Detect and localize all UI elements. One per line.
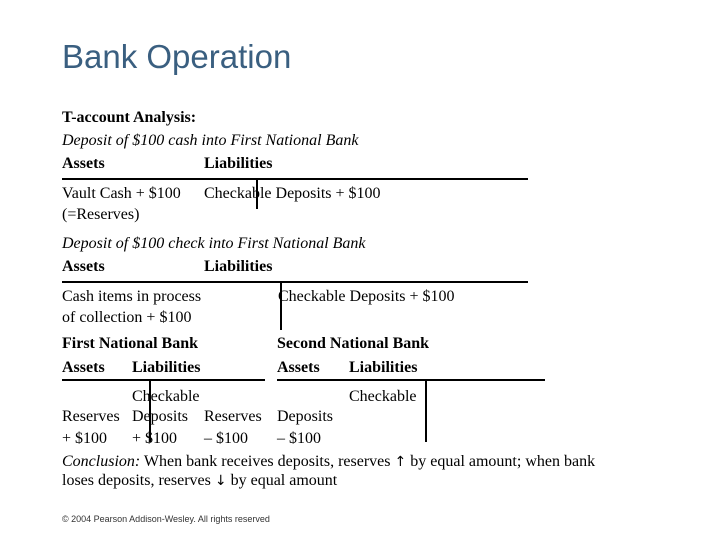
first-bank-deposits-label: Deposits <box>132 408 188 425</box>
section2-assets-label: Assets <box>62 258 105 275</box>
conclusion-line1 <box>62 454 595 470</box>
section2-asset-entry-line1: Cash items in process <box>62 288 202 305</box>
copyright-footer: © 2004 Pearson Addison-Wesley. All rights reserved <box>62 514 270 524</box>
section2-liability-entry: Checkable Deposits + $100 <box>278 288 455 305</box>
conclusion-text-b: by equal amount; when bank <box>406 453 596 470</box>
first-bank-reserves-value: + $100 <box>62 430 108 447</box>
section1-asset-entry-line2: (=Reserves) <box>62 206 140 223</box>
arrow-up-icon: ↑ <box>394 454 407 470</box>
second-bank-t-account-vertical <box>425 380 427 442</box>
second-bank-reserves-label: Reserves <box>204 408 262 425</box>
conclusion-text-a: When bank receives deposits, reserves <box>140 453 395 470</box>
section2-liabilities-label: Liabilities <box>204 258 273 275</box>
first-bank-t-account-horizontal <box>62 379 265 381</box>
second-bank-assets-label: Assets <box>277 359 320 376</box>
section1-liabilities-label: Liabilities <box>204 155 273 172</box>
first-bank-checkable-label: Checkable <box>132 388 200 405</box>
section2-asset-entry-line2: of collection + $100 <box>62 309 192 326</box>
first-bank-name: First National Bank <box>62 335 199 352</box>
section2-t-account-horizontal <box>62 281 528 283</box>
second-bank-liabilities-label: Liabilities <box>349 359 418 376</box>
second-bank-name: Second National Bank <box>277 335 430 352</box>
t-account-heading: T-account Analysis: <box>62 109 197 126</box>
conclusion-label: Conclusion: <box>62 453 141 470</box>
section1-t-account-horizontal <box>62 178 528 180</box>
second-bank-t-account-horizontal <box>277 379 545 381</box>
first-bank-reserves-label: Reserves <box>62 408 120 425</box>
first-bank-deposits-value: + $100 <box>132 430 178 447</box>
check-deposit-caption: Deposit of $100 check into First National Bank <box>62 235 366 252</box>
section1-assets-label: Assets <box>62 155 105 172</box>
conclusion-text-d: by equal amount <box>226 472 338 489</box>
first-bank-assets-label: Assets <box>62 359 105 376</box>
section1-liability-entry: Checkable Deposits + $100 <box>204 185 381 202</box>
first-bank-liabilities-label: Liabilities <box>132 359 201 376</box>
cash-deposit-caption: Deposit of $100 cash into First National Bank <box>62 132 359 149</box>
second-bank-deposits-label: Deposits <box>277 408 333 425</box>
slide-title: Bank Operation <box>62 38 292 75</box>
conclusion-text-c: loses deposits, reserves <box>62 472 215 489</box>
arrow-down-icon: ↓ <box>214 473 227 489</box>
section1-asset-entry-line1: Vault Cash + $100 <box>62 185 181 202</box>
second-bank-reserves-value: – $100 <box>204 430 248 447</box>
second-bank-checkable-label: Checkable <box>349 388 417 405</box>
second-bank-deposits-value: – $100 <box>277 430 321 447</box>
conclusion-line2 <box>62 473 337 489</box>
